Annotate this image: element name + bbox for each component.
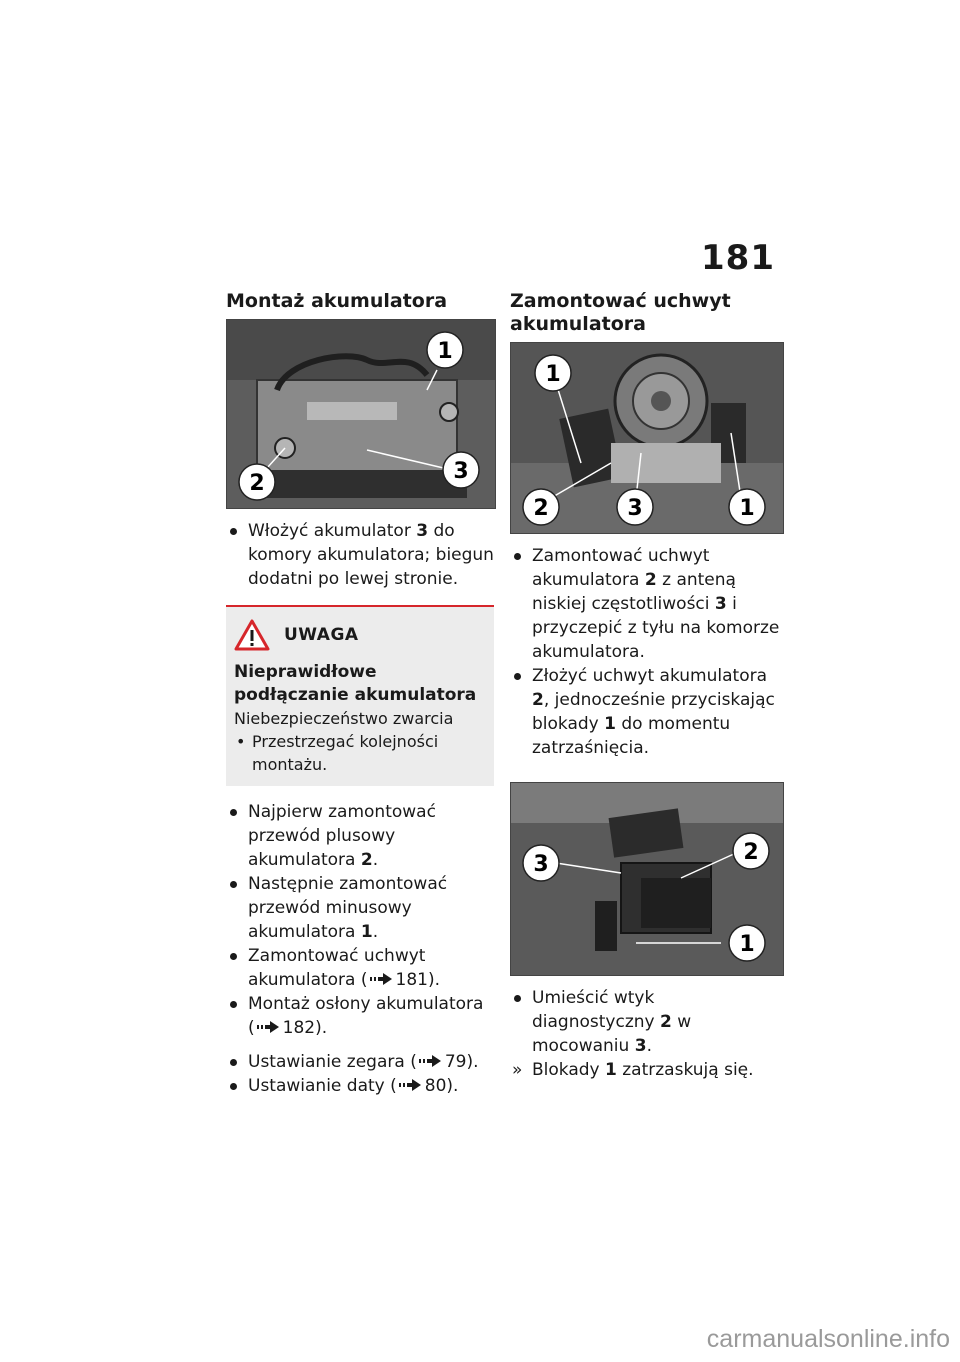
callout-2: 2 bbox=[743, 840, 759, 865]
section-heading-battery-holder: Zamontować uchwyt akumulatora bbox=[510, 290, 731, 335]
section-heading-battery-install: Montaż akumulatora bbox=[226, 290, 448, 312]
page-number: 181 bbox=[701, 238, 775, 278]
list-item: Umieścić wtyk diagnostyczny 2 w mocowaniu 3. bbox=[510, 986, 782, 1058]
battery-illustration bbox=[227, 320, 495, 508]
warning-list bbox=[234, 730, 482, 776]
warning-text: Niebezpieczeństwo zwarcia bbox=[234, 709, 454, 728]
warning-title: UWAGA bbox=[284, 625, 359, 645]
right-column bbox=[510, 290, 782, 1082]
page-reference-arrow-icon bbox=[399, 1079, 421, 1091]
warning-heading: Nieprawidłowe podłączanie akumulatora bbox=[234, 662, 477, 705]
battery-holder-illustration bbox=[511, 343, 783, 533]
list-item: Włożyć akumulator 3 do komory akumulatora; biegun dodatni po lewej stronie. bbox=[226, 519, 494, 591]
list-item: • Przestrzegać kolejności montażu. bbox=[234, 730, 482, 776]
battery-holder-photo bbox=[510, 342, 784, 534]
callout-1: 1 bbox=[545, 362, 561, 387]
list-item: Złożyć uchwyt akumulatora 2, jednocześnie przyciskając blokady 1 do momentu zatrzaśnięcia. bbox=[510, 664, 782, 760]
install-steps-2 bbox=[226, 800, 494, 1098]
result-item: » Blokady 1 zatrzaskują się. bbox=[510, 1058, 782, 1082]
callout-3: 3 bbox=[627, 496, 643, 521]
diagnostic-plug-illustration bbox=[511, 783, 783, 975]
list-item: Zamontować uchwyt akumulatora 2 z anteną niskiej częstotliwości 3 i przyczepić z tyłu na komorze akumulatora. bbox=[510, 544, 782, 664]
page-reference-arrow-icon bbox=[257, 1021, 279, 1033]
left-column bbox=[226, 290, 494, 1098]
callout-1: 1 bbox=[739, 932, 755, 957]
callout-2: 2 bbox=[533, 496, 549, 521]
battery-photo bbox=[226, 319, 496, 509]
callout-3: 3 bbox=[533, 852, 549, 877]
diagnostic-steps bbox=[510, 986, 782, 1082]
callout-1-right: 1 bbox=[739, 496, 755, 521]
diagnostic-plug-photo bbox=[510, 782, 784, 976]
callout-2: 2 bbox=[249, 471, 265, 496]
callout-1: 1 bbox=[437, 339, 453, 364]
list-item: Zamontować uchwyt akumulatora ( 181). bbox=[226, 944, 494, 992]
list-item: Montaż osłony akumulatora ( 182). bbox=[226, 992, 494, 1040]
watermark: carmanualsonline.info bbox=[706, 1325, 950, 1353]
list-item: Ustawianie zegara ( 79). bbox=[226, 1050, 494, 1074]
page-reference-arrow-icon bbox=[419, 1055, 441, 1067]
install-steps-1 bbox=[226, 519, 494, 591]
holder-steps bbox=[510, 544, 782, 760]
warning-triangle-icon bbox=[234, 619, 270, 651]
page-reference-arrow-icon bbox=[370, 973, 392, 985]
list-item: Najpierw zamontować przewód plusowy akumulatora 2. bbox=[226, 800, 494, 872]
warning-box bbox=[226, 605, 494, 786]
list-item: Następnie zamontować przewód minusowy akumulatora 1. bbox=[226, 872, 494, 944]
list-item: Ustawianie daty ( 80). bbox=[226, 1074, 494, 1098]
callout-3: 3 bbox=[453, 459, 469, 484]
